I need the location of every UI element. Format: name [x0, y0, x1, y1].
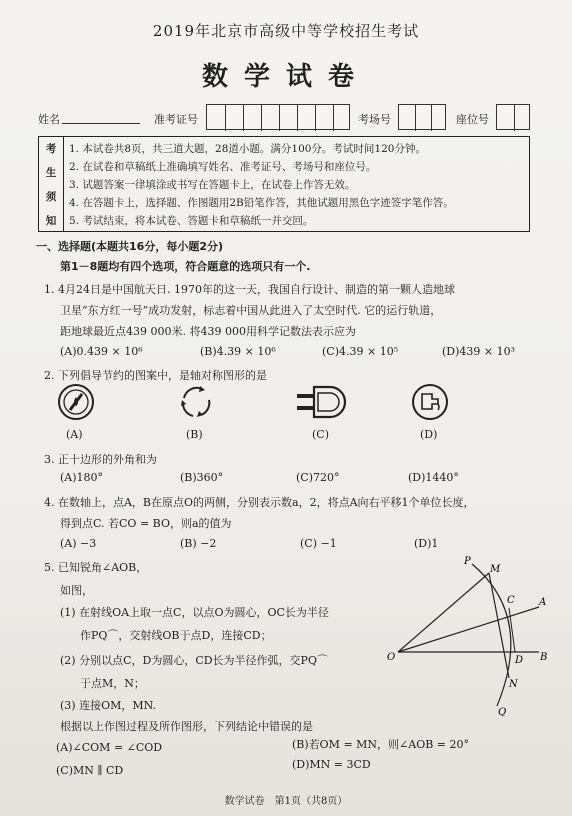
- arc-pq: [472, 564, 511, 706]
- q3-option-b[interactable]: (B)360°: [180, 471, 224, 484]
- label-b: B: [540, 652, 548, 663]
- label-m: M: [490, 564, 501, 575]
- q5-option-a[interactable]: (A)∠COM = ∠COD: [56, 741, 163, 754]
- q4-line: 4. 在数轴上，点A，B在原点O的两侧，分别表示数a，2，将点A向右平移1个单位长度，: [44, 496, 475, 509]
- q2-option-b[interactable]: (B): [186, 428, 203, 441]
- q5-line: 作PQ⌒，交射线OB于点D，连接CD；: [80, 629, 272, 642]
- room-number-boxes[interactable]: [398, 104, 446, 130]
- q5-line: (1) 在射线OA上取一点C，以点O为圆心，OC长为半径: [60, 606, 329, 619]
- q3-stem: 3. 正十边形的外角和为: [44, 453, 157, 466]
- q4-option-b[interactable]: (B) −2: [180, 537, 217, 550]
- q2-option-d[interactable]: (D): [420, 428, 438, 441]
- q3-option-d[interactable]: (D)1440°: [408, 471, 459, 484]
- q1-line: 卫星“东方红一号”成功发射，标志着中国从此进入了太空时代. 它的运行轨道，: [60, 304, 442, 317]
- q1-option-b[interactable]: (B)4.39 × 10⁶: [200, 345, 276, 358]
- q5-line: 如图，: [60, 584, 93, 597]
- room-number-label: 考场号: [358, 113, 391, 126]
- candidate-info-row: [38, 104, 558, 132]
- name-label: 姓名: [38, 113, 60, 126]
- notice-line: 2. 在试卷和草稿纸上准确填写姓名、准考证号、考场号和座位号。: [69, 161, 377, 173]
- label-o: O: [387, 652, 396, 663]
- name-line[interactable]: [62, 123, 140, 124]
- q2-stem: 2. 下列倡导节约的图案中，是轴对称图形的是: [44, 369, 267, 382]
- notice-side-label: 考 生 须 知: [39, 137, 64, 231]
- q3-option-a[interactable]: (A)180°: [60, 471, 104, 484]
- seat-number-boxes[interactable]: [496, 104, 530, 130]
- q1-option-a[interactable]: (A)0.439 × 10⁶: [60, 345, 143, 358]
- q4-line: 得到点C. 若CO = BO，则a的值为: [60, 517, 232, 530]
- notice-line: 1. 本试卷共8页，共三道大题，28道小题。满分100分。考试时间120分钟。: [69, 143, 426, 155]
- candidate-notice-box: [38, 136, 530, 232]
- label-p: P: [464, 556, 471, 567]
- q3-option-c[interactable]: (C)720°: [296, 471, 340, 484]
- recycle-arrows-icon[interactable]: [176, 382, 216, 422]
- label-q: Q: [498, 707, 507, 716]
- exam-title: 2019年北京市高级中等学校招生考试: [152, 22, 420, 40]
- water-saving-icon[interactable]: [56, 382, 96, 422]
- label-a: A: [539, 597, 547, 608]
- seat-number-label: 座位号: [456, 113, 489, 126]
- q5-line: 于点M，N；: [80, 677, 145, 690]
- q5-line: (2) 分别以点C，D为圆心，CD长为半径作弧，交PQ⌒: [60, 654, 328, 667]
- notice-line: 4. 在答题卡上，选择题、作图题用2B铅笔作答，其他试题用黑色字迹签字笔作答。: [69, 197, 454, 209]
- save-energy-faucet-icon[interactable]: [410, 382, 450, 422]
- q5-line: 根据以上作图过程及所作图形，下列结论中错误的是: [60, 720, 313, 733]
- q4-option-c[interactable]: (C) −1: [300, 537, 337, 550]
- q4-option-a[interactable]: (A) −3: [60, 537, 97, 550]
- q5-line: (3) 连接OM，MN.: [60, 699, 157, 712]
- q5-option-c[interactable]: (C)MN ∥ CD: [56, 764, 124, 777]
- section-title: 一、选择题(本题共16分，每小题2分): [36, 240, 224, 253]
- q1-option-c[interactable]: (C)4.39 × 10⁵: [322, 345, 399, 358]
- q5-option-d[interactable]: (D)MN = 3CD: [292, 758, 371, 771]
- ray-oa: [398, 607, 539, 652]
- paper-title: 数学试卷: [201, 62, 370, 92]
- exam-number-boxes[interactable]: [206, 104, 350, 130]
- notice-line: 3. 试题答案一律填涂或书写在答题卡上，在试卷上作答无效。: [69, 179, 356, 191]
- q1-line: 距地球最近点439 000米. 将439 000用科学记数法表示应为: [60, 325, 356, 338]
- angle-construction-figure: [384, 556, 554, 716]
- label-d: D: [515, 655, 524, 666]
- power-plug-icon[interactable]: [294, 384, 352, 420]
- section-instruction: 第1－8题均有四个选项，符合题意的选项只有一个.: [60, 260, 311, 273]
- segment-mn: [489, 573, 509, 678]
- notice-line: 5. 考试结束，将本试卷、答题卡和草稿纸一并交回。: [69, 215, 314, 227]
- segment-om: [398, 573, 489, 652]
- q2-option-a[interactable]: (A): [66, 428, 83, 441]
- q5-line: 5. 已知锐角∠AOB，: [44, 561, 148, 574]
- label-n: N: [509, 679, 518, 690]
- q4-option-d[interactable]: (D)1: [414, 537, 439, 550]
- q1-option-d[interactable]: (D)439 × 10³: [442, 345, 516, 358]
- q2-option-c[interactable]: (C): [312, 428, 329, 441]
- q1-line: 1. 4月24日是中国航天日. 1970年的这一天，我国自行设计、制造的第一颗人造地球: [44, 283, 455, 296]
- page-footer: 数学试卷 第1页（共8页）: [224, 796, 348, 807]
- label-c: C: [507, 595, 515, 606]
- exam-number-label: 准考证号: [154, 113, 198, 126]
- q5-option-b[interactable]: (B)若OM = MN，则∠AOB = 20°: [292, 738, 470, 751]
